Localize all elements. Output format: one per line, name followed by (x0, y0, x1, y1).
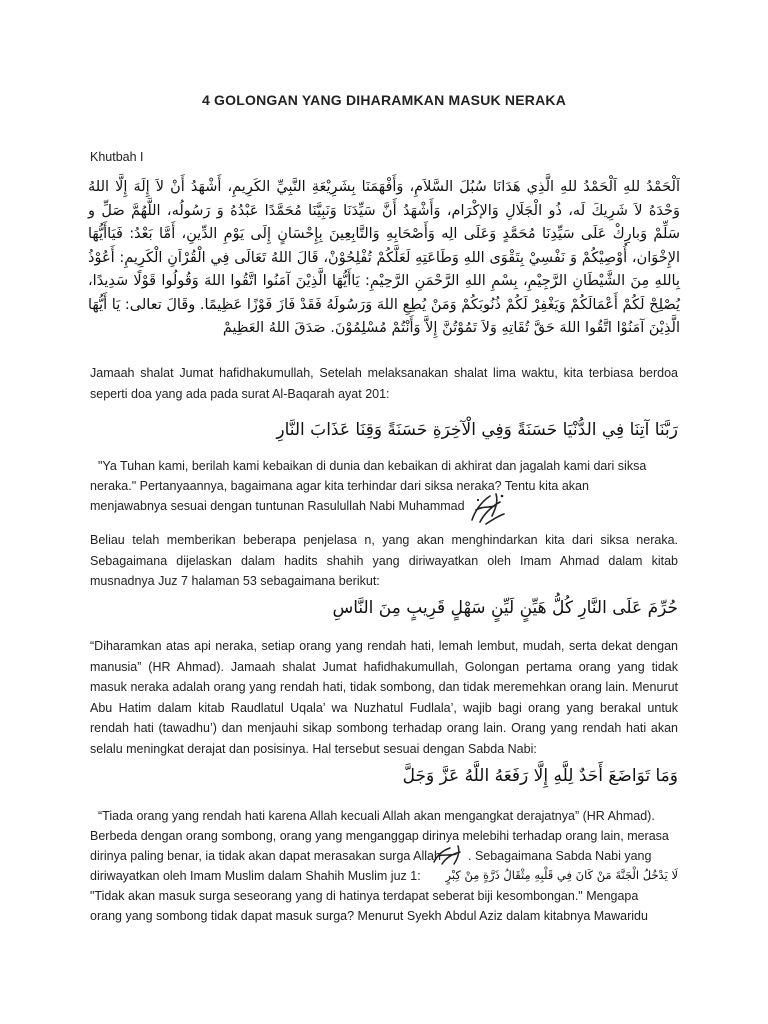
paragraph-question: orang yang sombong tidak dapat masuk surga? Menurut Syekh Abdul Aziz dalam kitabnya Mawaridu (90, 909, 648, 923)
paragraph-sombong-line1: Berbeda dengan orang sombong, orang yang menganggap dirinya melebihi terhadap orang lain, merasa (90, 829, 669, 843)
arabic-doa-verse: رَبَّنَا آتِنَا فِي الدُّنْيَا حَسَنَةً وَفِي الْآخِرَةِ حَسَنَةً وَقِنَا عَذَابَ النَّارِ (276, 420, 678, 440)
paragraph-sombong-line2: dirinya paling benar, ia tidak akan dapat merasakan surga Allah (90, 849, 441, 863)
paragraph-intro: Jamaah shalat Jumat hafidhakumullah, Setelah melaksanakan shalat lima waktu, kita terbiasa berdoa seperti doa yang ada pada surat Al-Baqarah ayat 201: (90, 366, 678, 401)
arabic-hadith-muslim-inline: لَا يَدْخُلُ الْجَنَّةَ مَنْ كَانَ فِي قَلْبِهِ مِثْقَالُ ذَرَّةٍ مِنْ كِبْرٍ (445, 868, 678, 882)
paragraph-translation-line2: neraka." Pertanyaannya, bagaimana agar kita terhindar dari siksa neraka? Tentu kita akan (90, 479, 589, 493)
section-subhead: Khutbah I (90, 150, 144, 164)
paragraph-muslim-ref: diriwayatkan oleh Imam Muslim dalam Shahih Muslim juz 1: (90, 869, 421, 883)
arabic-hadith-ahmad: حُرِّمَ عَلَى النَّارِ كُلُّ هَيِّنٍ لَيِّنٍ سَهْلٍ قَرِيبٍ مِنَ النَّاسِ (332, 598, 678, 618)
paragraph-translation-line3: menjawabnya sesuai dengan tuntunan Rasulullah Nabi Muhammad (90, 499, 465, 513)
page-title: 4 GOLONGAN YANG DIHARAMKAN MASUK NERAKA (201, 92, 567, 108)
paragraph-muslim-translation: "Tidak akan masuk surga seseorang yang di hatinya terdapat seberat biji kesombongan." Mengapa (90, 889, 639, 903)
arabic-hadith-tawadhu: وَمَا تَوَاضَعَ أَحَدٌ لِلَّهِ إِلَّا رَفَعَهُ اللَّهُ عَزَّ وَجَلَّ (402, 766, 678, 786)
paragraph-translation-line1: "Ya Tuhan kami, berilah kami kebaikan di dunia dan kebaikan di akhirat dan jagalah kami dari siksa (98, 459, 647, 473)
paragraph-first-group: “Diharamkan atas api neraka, setiap orang yang rendah hati, lemah lembut, mudah, serta dekat dengan manusia” (HR Ahmad). Jamaah shalat Jumat hafidhakumullah, Golongan pertama orang yang tidak masuk neraka adalah orang yang rendah hati, tidak sombong, dan tidak meremehkan orang lain. Menurut Abu Hatim dalam kitab Raudlatul Uqala’ wa Nuzhatul Fudlala’, wajib bagi orang yang berakal untuk rendah hati (tawadhu’) dan menjauhi sikap sombong terhadap orang lain. Orang yang rendah hati akan selalu meningkat derajat dan posisinya. Hal tersebut sesuai dengan Sabda Nabi: (90, 639, 678, 756)
paragraph-explanation: Beliau telah memberikan beberapa penjelasa n, yang akan menghindarkan kita dari siksa neraka. Sebagaimana dijelaskan dalam hadits shahih yang diriwayatkan oleh Imam Ahmad dalam kitab musnadnya Juz 7 halaman 53 sebagaimana berikut: (90, 533, 678, 589)
paragraph-hadith-translation: “Tiada orang yang rendah hati karena Allah kecuali Allah akan mengangkat derajatnya” (HR Ahmad). (98, 809, 655, 823)
opening-arabic-text: اَلْحَمْدُ للهِ اَلْحَمْدُ للهِ الَّذِي هَدَانَا سُبُلَ السَّلاَمِ، وَأَفْهَمَنَا بِشَرِيْعَةِ النَّبِيِّ الكَرِيمِ، أَشْهَدُ أَنْ لاَ إِلَهَ إِلَّا اللهُ وَحْدَهُ لاَ شَرِيكَ لَه، ذُو الْجَلَالِ وَالإكْرَام، وَأَشْهَدُ أَنَّ سَيِّدَنَا وَنَبِيَّنَا مُحَمَّدًا عَبْدُهُ وَ رَسُولُه، اللَّهُمَّ صَلِّ و سَلِّمْ وَبارِكْ عَلَى سَيِّدِنَا مُحَمَّدٍ وَعَلَى الِه وَأَصْحَابِهِ وَالتَّابِعِينَ بِإِحْسَانٍ إِلَى يَوْمِ الدِّينِ، أَمَّا بَعْدُ: فَيَاأَيُّهَا الإِخْوَان، أُوْصِيْكُمْ وَ نَفْسِيْ بِتَقْوَى اللهِ وَطَاعَتِهِ لَعَلَّكُمْ تُفْلِحُوْنْ، قَالَ اللهُ تَعَالَى فِي الْقُرْاَنِ الْكَرِيمِ: أَعُوْذُ بِاللهِ مِنَ الشَّيْطَانِ الرَّجِيْمِ، بِسْمِ اللهِ الرَّحْمَنِ الرَّحِيْمِ: يَاأَيُّهَا الَّذِيْنَ آمَنُوا اتَّقُوا اللهَ وَقُولُوا قَوْلًا سَدِيدًا، يُصْلِحْ لَكُمْ أَعْمَالَكُمْ وَيَغْفِرْ لَكُمْ ذُنُوبَكُمْ وَمَنْ يُطِعِ اللهَ وَرَسُولَهُ فَقَدْ فَازَ فَوْزًا عَظِيمًا. وقَالَ تعالى: يَا أَيُّهَا الَّذِيْنَ آمَنُوْا اتَّقُوا اللهَ حَقَّ تُقَاتِهِ وَلاَ تَمُوْتُنَّ إِلاَّ وَأَنْتُمْ مُسْلِمُوْنَ. صَدَقَ اللهُ العَظِيمْ (88, 179, 680, 336)
sallallahu-calligraphy-seal (466, 486, 510, 530)
paragraph-sombong-line2-cont: . Sebagaimana Sabda Nabi yang (468, 849, 652, 863)
